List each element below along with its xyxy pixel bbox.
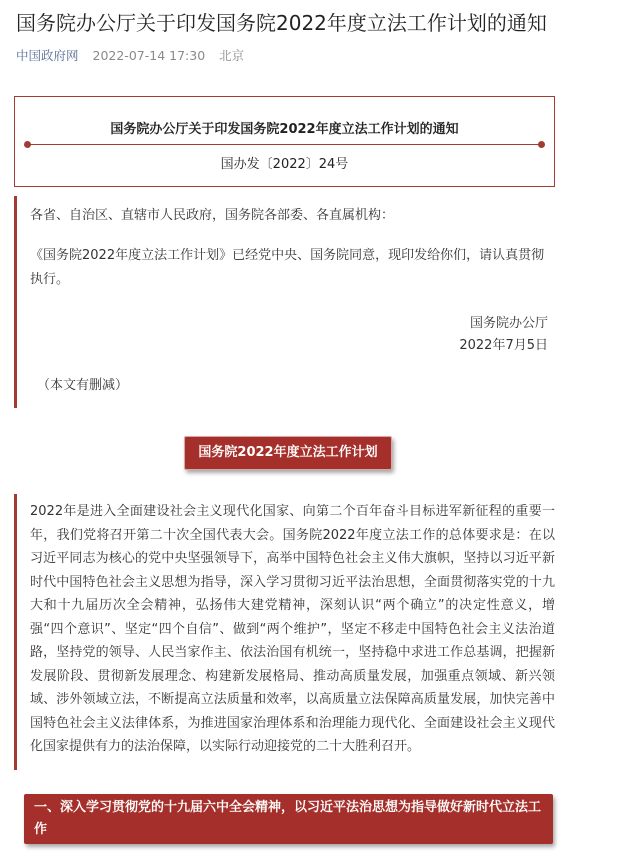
notice-letter [14, 196, 554, 408]
notice-header-box [14, 96, 555, 187]
section-heading: 一、深入学习贯彻党的十九届六中全会精神，以习近平法治思想为指导做好新时代立法工作 [24, 794, 553, 844]
abridged-note: （本文有删减） [37, 378, 129, 393]
letter-addressee: 各省、自治区、直辖市人民政府，国务院各部委、各直属机构： [30, 208, 395, 223]
divider-dot-left [24, 141, 31, 148]
letter-body: 《国务院2022年度立法工作计划》已经党中央、国务院同意，现印发给你们，请认真贯彻执行。 [30, 248, 545, 287]
plan-intro-paragraph: 2022年是进入全面建设社会主义现代化国家、向第二个百年奋斗目标进军新征程的重要一年，我们党将召开第二十次全国代表大会。国务院2022年度立法工作的总体要求是：在以习近平同志为核心的党中央坚强领导下，高举中国特色社会主义伟大旗帜，坚持以习近平新时代中国特色社会主义思想为指导，深入学习贯彻习近平法治思想，全面贯彻落实党的十九大和十九届历次全会精神，弘扬伟大建党精神，深刻认识“两个确立”的决定性意义，增强“四个意识”、坚定“四个自信”、做到“两个维护”，坚定不移走中国特色社会主义法治道路，坚持党的领导、人民当家作主、依法治国有机统一，坚持稳中求进工作总基调，把握新发展阶段、贯彻新发展理念、构建新发展格局、推动高质量发展，加强重点领域、新兴领域、涉外领域立法，不断提高立法质量和效率，以高质量立法保障高质量发展，加快完善中国特色社会主义法律体系，为推进国家治理体系和治理能力现代化、全面建设社会主义现代化国家提供有力的法治保障，以实际行动迎接党的二十大胜利召开。 [30, 504, 555, 754]
divider-line [27, 144, 542, 145]
publish-location: 北京 [219, 48, 245, 63]
plan-intro [14, 494, 554, 770]
plan-title-banner: 国务院2022年度立法工作计划 [184, 436, 392, 470]
publish-datetime: 2022-07-14 17:30 [92, 48, 206, 63]
source-link[interactable]: 中国政府网 [16, 48, 79, 63]
article-title: 国务院办公厅关于印发国务院2022年度立法工作计划的通知 [16, 11, 547, 35]
signature-date: 2022年7月5日 [459, 338, 548, 353]
document-number: 国办发〔2022〕24号 [220, 157, 349, 172]
article-meta [16, 46, 254, 64]
divider-dot-right [538, 141, 545, 148]
notice-title: 国务院办公厅关于印发国务院2022年度立法工作计划的通知 [110, 122, 459, 137]
signature-org: 国务院办公厅 [469, 316, 548, 331]
